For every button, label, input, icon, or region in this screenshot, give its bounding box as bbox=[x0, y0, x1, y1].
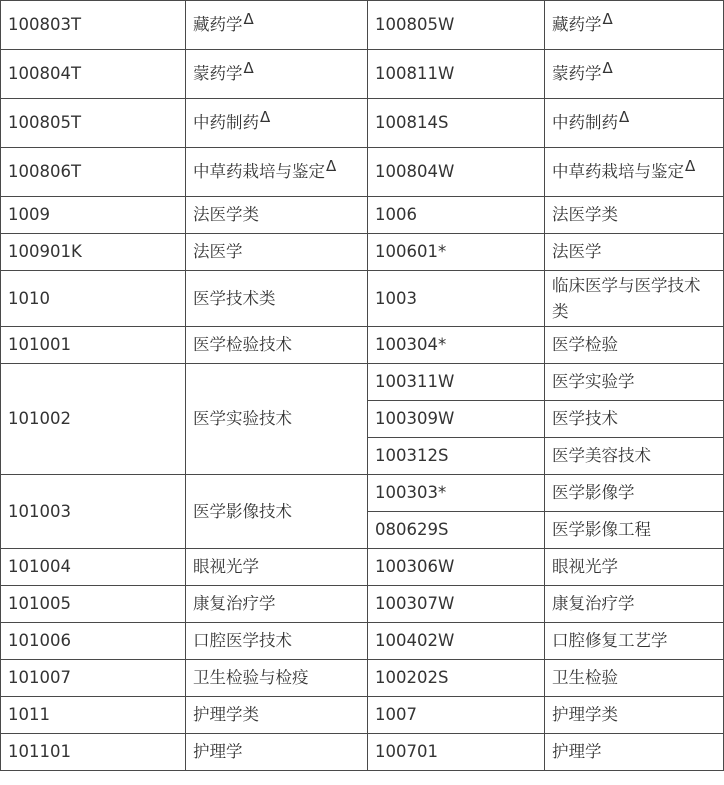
new-code-cell: 101007 bbox=[1, 660, 186, 697]
new-major-cell: 医学技术类 bbox=[186, 271, 368, 327]
old-major-cell bbox=[545, 50, 724, 99]
table-row bbox=[1, 148, 724, 197]
table-row bbox=[1, 99, 724, 148]
new-code-cell: 101001 bbox=[1, 327, 186, 364]
old-major-cell: 护理学类 bbox=[545, 697, 724, 734]
delta-mark: Δ bbox=[685, 156, 696, 175]
table-row bbox=[1, 327, 724, 364]
old-major-cell: 医学美容技术 bbox=[545, 438, 724, 475]
new-code-cell: 100804T bbox=[1, 50, 186, 99]
new-major-cell: 卫生检验与检疫 bbox=[186, 660, 368, 697]
major-name: 藏药学 bbox=[552, 15, 602, 34]
delta-mark: Δ bbox=[619, 107, 630, 126]
new-major-cell: 眼视光学 bbox=[186, 549, 368, 586]
new-code-cell: 100805T bbox=[1, 99, 186, 148]
old-code-cell: 080629S bbox=[368, 512, 545, 549]
delta-mark: Δ bbox=[602, 58, 613, 77]
new-major-cell bbox=[186, 50, 368, 99]
table-row bbox=[1, 197, 724, 234]
major-name: 中药制药 bbox=[193, 113, 259, 132]
old-code-cell: 100804W bbox=[368, 148, 545, 197]
table-row bbox=[1, 586, 724, 623]
old-major-cell bbox=[545, 1, 724, 50]
old-code-cell: 100805W bbox=[368, 1, 545, 50]
new-code-cell: 101006 bbox=[1, 623, 186, 660]
new-code-cell: 1010 bbox=[1, 271, 186, 327]
table-row bbox=[1, 50, 724, 99]
table-row bbox=[1, 660, 724, 697]
old-code-cell: 100202S bbox=[368, 660, 545, 697]
old-code-cell: 100312S bbox=[368, 438, 545, 475]
table-row bbox=[1, 734, 724, 771]
major-name: 藏药学 bbox=[193, 15, 243, 34]
delta-mark: Δ bbox=[326, 156, 337, 175]
new-code-cell: 101101 bbox=[1, 734, 186, 771]
major-name: 中药制药 bbox=[552, 113, 618, 132]
table-row bbox=[1, 364, 724, 401]
old-code-cell: 1007 bbox=[368, 697, 545, 734]
new-major-cell bbox=[186, 1, 368, 50]
delta-mark: Δ bbox=[243, 58, 254, 77]
new-code-cell: 100901K bbox=[1, 234, 186, 271]
new-major-cell bbox=[186, 99, 368, 148]
old-major-cell bbox=[545, 99, 724, 148]
new-code-cell: 101005 bbox=[1, 586, 186, 623]
table-row bbox=[1, 1, 724, 50]
old-major-cell: 口腔修复工艺学 bbox=[545, 623, 724, 660]
old-major-cell: 法医学 bbox=[545, 234, 724, 271]
delta-mark: Δ bbox=[243, 9, 254, 28]
table-row bbox=[1, 475, 724, 512]
table-row bbox=[1, 623, 724, 660]
old-code-cell: 100306W bbox=[368, 549, 545, 586]
new-major-cell: 康复治疗学 bbox=[186, 586, 368, 623]
old-code-cell: 100307W bbox=[368, 586, 545, 623]
old-code-cell: 100402W bbox=[368, 623, 545, 660]
old-major-cell bbox=[545, 148, 724, 197]
major-name: 中草药栽培与鉴定 bbox=[552, 162, 684, 181]
old-major-cell: 康复治疗学 bbox=[545, 586, 724, 623]
old-code-cell: 1003 bbox=[368, 271, 545, 327]
new-code-cell: 101003 bbox=[1, 475, 186, 549]
new-major-cell: 医学影像技术 bbox=[186, 475, 368, 549]
old-major-cell: 医学技术 bbox=[545, 401, 724, 438]
new-major-cell: 医学检验技术 bbox=[186, 327, 368, 364]
delta-mark: Δ bbox=[602, 9, 613, 28]
old-code-cell: 100811W bbox=[368, 50, 545, 99]
old-code-cell: 100304* bbox=[368, 327, 545, 364]
old-major-cell: 卫生检验 bbox=[545, 660, 724, 697]
new-code-cell: 100803T bbox=[1, 1, 186, 50]
new-code-cell: 1011 bbox=[1, 697, 186, 734]
new-code-cell: 101002 bbox=[1, 364, 186, 475]
old-code-cell: 100311W bbox=[368, 364, 545, 401]
delta-mark: Δ bbox=[260, 107, 271, 126]
old-code-cell: 100303* bbox=[368, 475, 545, 512]
table-row bbox=[1, 549, 724, 586]
old-code-cell: 100814S bbox=[368, 99, 545, 148]
table-row bbox=[1, 234, 724, 271]
new-major-cell: 法医学 bbox=[186, 234, 368, 271]
new-code-cell: 1009 bbox=[1, 197, 186, 234]
old-major-cell: 医学影像工程 bbox=[545, 512, 724, 549]
new-major-cell: 护理学类 bbox=[186, 697, 368, 734]
new-major-cell: 护理学 bbox=[186, 734, 368, 771]
old-major-cell: 眼视光学 bbox=[545, 549, 724, 586]
old-major-cell: 临床医学与医学技术类 bbox=[545, 271, 724, 327]
old-major-cell: 医学检验 bbox=[545, 327, 724, 364]
old-major-cell: 医学实验学 bbox=[545, 364, 724, 401]
new-major-cell bbox=[186, 148, 368, 197]
new-major-cell: 口腔医学技术 bbox=[186, 623, 368, 660]
major-name: 蒙药学 bbox=[193, 64, 243, 83]
table-row bbox=[1, 271, 724, 327]
new-major-cell: 法医学类 bbox=[186, 197, 368, 234]
old-code-cell: 100309W bbox=[368, 401, 545, 438]
old-major-cell: 法医学类 bbox=[545, 197, 724, 234]
old-major-cell: 医学影像学 bbox=[545, 475, 724, 512]
new-code-cell: 100806T bbox=[1, 148, 186, 197]
new-major-cell: 医学实验技术 bbox=[186, 364, 368, 475]
old-code-cell: 1006 bbox=[368, 197, 545, 234]
table-row bbox=[1, 697, 724, 734]
old-major-cell: 护理学 bbox=[545, 734, 724, 771]
old-code-cell: 100601* bbox=[368, 234, 545, 271]
old-code-cell: 100701 bbox=[368, 734, 545, 771]
major-name: 中草药栽培与鉴定 bbox=[193, 162, 325, 181]
new-code-cell: 101004 bbox=[1, 549, 186, 586]
major-name: 蒙药学 bbox=[552, 64, 602, 83]
